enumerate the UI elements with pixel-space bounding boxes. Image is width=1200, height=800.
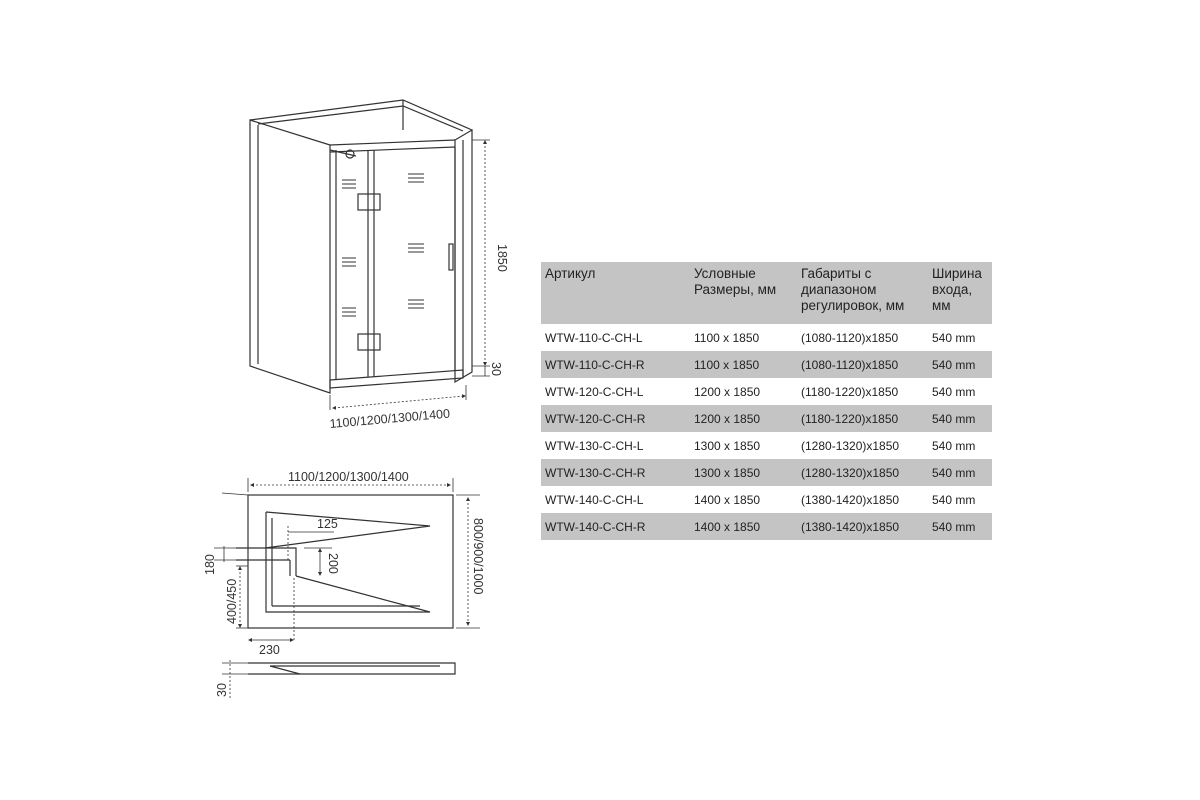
cell-nominal-size: 1100 x 1850 [690, 324, 797, 351]
cell-nominal-size: 1300 x 1850 [690, 459, 797, 486]
header-line: Условные [694, 266, 756, 281]
cell-article: WTW-120-C-CH-L [541, 378, 690, 405]
cell-nominal-size: 1200 x 1850 [690, 405, 797, 432]
cell-nominal-size: 1400 x 1850 [690, 513, 797, 540]
header-line: диапазоном [801, 282, 877, 297]
table-row [541, 513, 992, 540]
cell-range: (1380-1420)x1850 [797, 486, 928, 513]
cell-range: (1280-1320)x1850 [797, 459, 928, 486]
cell-range: (1180-1220)x1850 [797, 405, 928, 432]
plan-drain-offset-label: 125 [317, 517, 338, 531]
front-width-label: 1100/1200/1300/1400 [329, 406, 451, 431]
cell-range: (1380-1420)x1850 [797, 513, 928, 540]
cell-range: (1080-1120)x1850 [797, 324, 928, 351]
side-view-drawing [222, 660, 455, 700]
cell-entry-width: 540 mm [928, 405, 992, 432]
header-entry-width [928, 262, 992, 324]
cell-range: (1080-1120)x1850 [797, 351, 928, 378]
cell-entry-width: 540 mm [928, 486, 992, 513]
header-line: Размеры, мм [694, 282, 777, 297]
cell-range: (1280-1320)x1850 [797, 432, 928, 459]
table-row [541, 459, 992, 486]
cell-article: WTW-140-C-CH-R [541, 513, 690, 540]
side-height-label: 30 [215, 683, 229, 697]
cell-nominal-size: 1100 x 1850 [690, 351, 797, 378]
table-row [541, 405, 992, 432]
plan-drain-depth-label: 400/450 [225, 578, 239, 624]
spec-table [541, 262, 992, 540]
header-line: Артикул [545, 266, 596, 281]
cell-entry-width: 540 mm [928, 459, 992, 486]
table-header-row [541, 262, 992, 324]
cell-article: WTW-130-C-CH-R [541, 459, 690, 486]
header-line: Габариты с [801, 266, 872, 281]
cell-entry-width: 540 mm [928, 513, 992, 540]
cell-nominal-size: 1400 x 1850 [690, 486, 797, 513]
cell-range: (1180-1220)x1850 [797, 378, 928, 405]
front-view-drawing [250, 100, 490, 410]
plan-drain-height-label: 200 [326, 553, 340, 574]
cell-article: WTW-120-C-CH-R [541, 405, 690, 432]
header-article [541, 262, 690, 324]
cell-nominal-size: 1300 x 1850 [690, 432, 797, 459]
table-row [541, 432, 992, 459]
table-row [541, 324, 992, 351]
cell-article: WTW-110-C-CH-R [541, 351, 690, 378]
plan-depth-label: 800/900/1000 [471, 518, 485, 595]
cell-nominal-size: 1200 x 1850 [690, 378, 797, 405]
table-row [541, 351, 992, 378]
plan-width-label: 1100/1200/1300/1400 [288, 470, 409, 484]
table-row [541, 486, 992, 513]
cell-article: WTW-140-C-CH-L [541, 486, 690, 513]
header-adjustment-range [797, 262, 928, 324]
cell-entry-width: 540 mm [928, 432, 992, 459]
header-line: регулировок, мм [801, 298, 905, 313]
cell-article: WTW-130-C-CH-L [541, 432, 690, 459]
table-row [541, 378, 992, 405]
plan-drain-width-label: 230 [259, 643, 280, 657]
header-line: мм [932, 298, 951, 313]
cell-entry-width: 540 mm [928, 351, 992, 378]
header-nominal-size [690, 262, 797, 324]
header-line: Ширина [932, 266, 982, 281]
cell-article: WTW-110-C-CH-L [541, 324, 690, 351]
front-height-label: 1850 [495, 244, 509, 272]
cell-entry-width: 540 mm [928, 324, 992, 351]
front-base-label: 30 [489, 362, 503, 376]
plan-view-drawing [214, 478, 480, 642]
plan-side-offset-label: 180 [203, 554, 217, 575]
header-line: входа, [932, 282, 973, 297]
cell-entry-width: 540 mm [928, 378, 992, 405]
